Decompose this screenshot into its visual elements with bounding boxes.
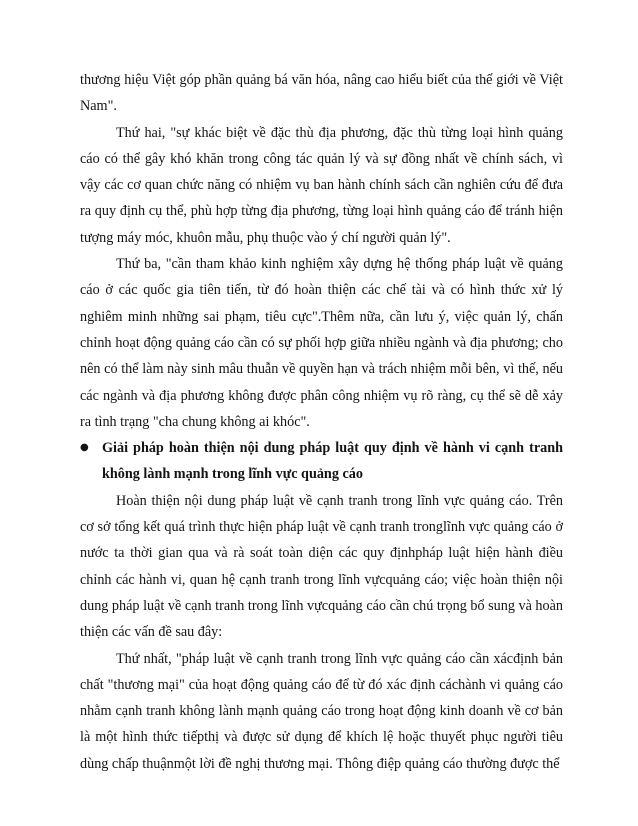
paragraph-third-point: Thứ ba, "cần tham khảo kinh nghiệm xây dựng hệ thống pháp luật về quảng cáo ở các quốc gia tiên tiến, từ đó hoàn thiện các chế tài và có hình thức xử lý nghiêm minh những sai phạm, tiêu cực".Thêm nữa, cần lưu ý, việc quản lý, chấn chỉnh hoạt động quảng cáo cần có sự phối hợp giữa nhiều ngành và địa phương; cho nên có thể làm này sinh mâu thuẫn về quyền hạn và trách nhiệm mỗi bên, vì thế, nếu các ngành và địa phương không được phân công nhiệm vụ rõ ràng, cụ thể sẽ dễ xảy ra tình trạng "cha chung không ai khóc". xyxy=(80,256,563,430)
document-page xyxy=(80,67,563,777)
bullet-icon: ● xyxy=(80,442,89,454)
paragraph-solution-intro: Hoàn thiện nội dung pháp luật về cạnh tranh trong lĩnh vực quảng cáo. Trên cơ sở tổng kết quá trình thực hiện pháp luật về cạnh tranh tronglĩnh vực quảng cáo ở nước ta thời gian qua và rà soát toàn diện các quy địnhpháp luật hiện hành điều chỉnh các hành vi, quan hệ cạnh tranh trong lĩnh vựcquảng cáo; việc hoàn thiện nội dung pháp luật về cạnh tranh trong lĩnh vựcquảng cáo cần chú trọng bổ sung và hoàn thiện các vấn đề sau đây: xyxy=(80,492,563,641)
paragraph-continuation: thương hiệu Việt góp phần quảng bá văn hóa, nâng cao hiểu biết của thế giới về Việt Nam". xyxy=(80,72,563,115)
paragraph-second-point: Thứ hai, "sự khác biệt về đặc thù địa phương, đặc thù từng loại hình quảng cáo có thể gây khó khăn trong công tác quản lý và sự đồng nhất về chính sách, vì vậy các cơ quan chức năng có nhiệm vụ ban hành chính sách cần nghiên cứu để đưa ra quy định cụ thể, phù hợp từng địa phương, từng loại hình quảng cáo để tránh hiện tượng máy móc, khuôn mẫu, phụ thuộc vào ý chí người quản lý". xyxy=(80,124,563,246)
section-heading xyxy=(80,435,563,488)
section-heading-text: Giải pháp hoàn thiện nội dung pháp luật quy định về hành vi cạnh tranh không lành mạnh trong lĩnh vực quảng cáo xyxy=(102,440,563,483)
paragraph-first-point: Thứ nhất, "pháp luật về cạnh tranh trong lĩnh vực quảng cáo cần xácđịnh bản chất "thương mại" của hoạt động quảng cáo để từ đó xác định cáchành vi quảng cáo nhằm cạnh tranh không lành mạnh quảng cáo trong hoạt động kinh doanh về cơ bản là một hình thức tiếpthị và được sử dụng để khích lệ hoặc thuyết phục người tiêu dùng chấp thuậnmột lời đề nghị thương mại. Thông điệp quảng cáo thường được thể xyxy=(80,650,563,772)
